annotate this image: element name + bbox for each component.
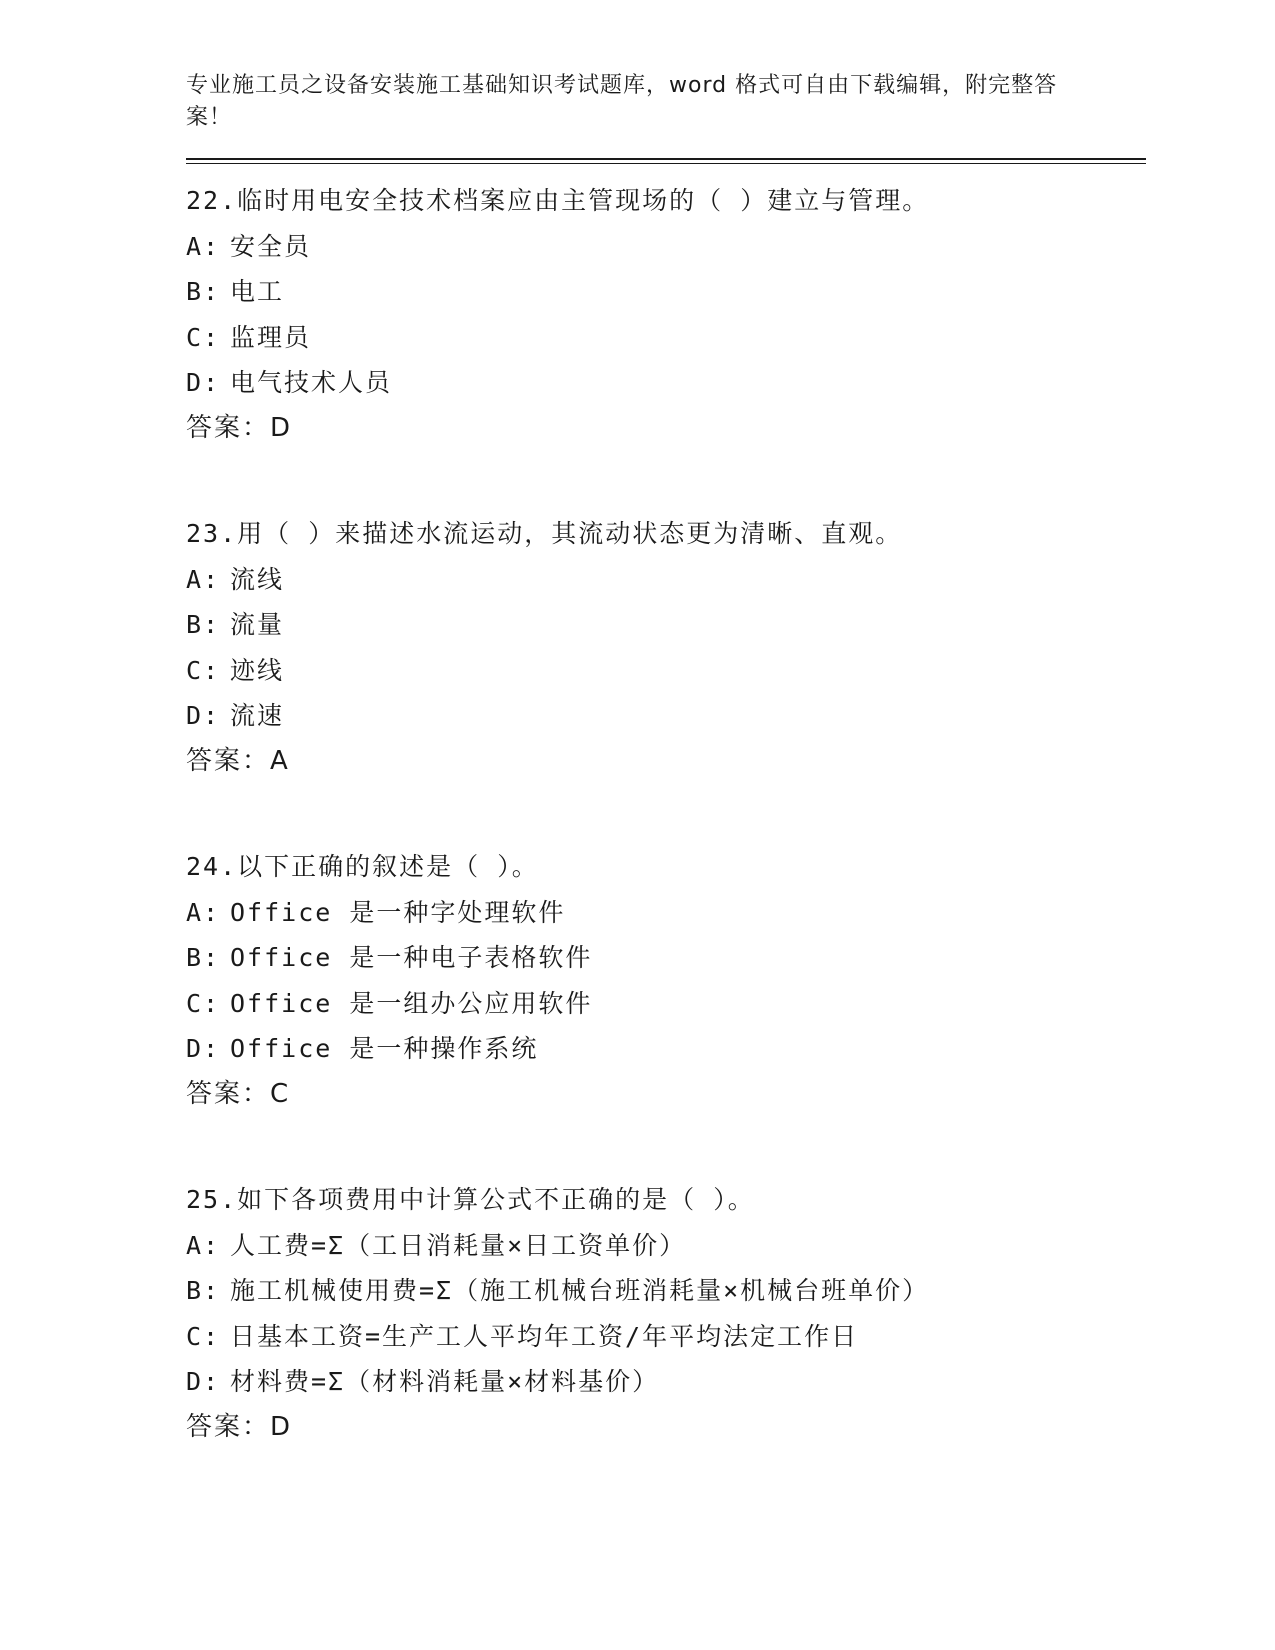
option-c (186, 1314, 1146, 1360)
option-text: Office 是一种字处理软件 (230, 897, 566, 927)
option-text: 日基本工资=生产工人平均年工资/年平均法定工作日 (230, 1321, 859, 1351)
question-title: 25.如下各项费用中计算公式不正确的是（ ）。 (186, 1185, 755, 1214)
option-letter: A: (186, 1230, 221, 1260)
option-d (186, 1359, 1146, 1405)
answer: 答案：D (186, 1411, 293, 1442)
option-text: 电工 (230, 277, 285, 306)
option-c (186, 981, 1146, 1027)
option-letter: A: (186, 231, 221, 261)
option-d (186, 693, 1146, 739)
option-a (186, 890, 1146, 936)
option-c (186, 315, 1146, 361)
option-text: 流线 (230, 564, 285, 594)
option-letter: C: (186, 655, 221, 685)
option-text: 监理员 (230, 322, 312, 352)
option-letter: B: (186, 277, 221, 306)
option-letter: D: (186, 368, 221, 397)
question-25 (186, 1177, 1146, 1450)
answer: 答案：A (186, 745, 290, 776)
option-b (186, 1268, 1146, 1314)
option-a (186, 1223, 1146, 1269)
option-b (186, 602, 1146, 648)
option-text: 材料费=Σ（材料消耗量×材料基价） (230, 1367, 660, 1396)
option-letter: D: (186, 701, 221, 730)
option-text: 迹线 (230, 655, 285, 685)
option-d (186, 360, 1146, 406)
option-letter: D: (186, 1367, 221, 1396)
option-letter: C: (186, 988, 221, 1018)
option-b (186, 269, 1146, 315)
option-a (186, 224, 1146, 270)
question-23 (186, 511, 1146, 784)
question-title: 24.以下正确的叙述是（ ）。 (186, 852, 539, 881)
answer: 答案：C (186, 1078, 291, 1109)
option-text: 流量 (230, 610, 285, 639)
option-c (186, 648, 1146, 694)
option-letter: C: (186, 1321, 221, 1351)
option-text: Office 是一种电子表格软件 (230, 943, 593, 972)
option-letter: D: (186, 1034, 221, 1063)
question-22 (186, 178, 1146, 451)
question-title: 23.用（ ）来描述水流运动，其流动状态更为清晰、直观。 (186, 519, 903, 548)
option-letter: C: (186, 322, 221, 352)
option-text: 电气技术人员 (230, 368, 393, 397)
option-letter: A: (186, 564, 221, 594)
option-text: 流速 (230, 701, 285, 730)
option-text: Office 是一种操作系统 (230, 1034, 539, 1063)
option-letter: A: (186, 897, 221, 927)
option-text: Office 是一组办公应用软件 (230, 988, 593, 1018)
option-text: 安全员 (230, 231, 312, 261)
option-b (186, 935, 1146, 981)
option-letter: B: (186, 943, 221, 972)
document-page (186, 70, 1146, 1450)
question-24 (186, 844, 1146, 1117)
header-divider (186, 158, 1146, 164)
option-text: 人工费=Σ（工日消耗量×日工资单价） (230, 1230, 687, 1260)
question-title: 22.临时用电安全技术档案应由主管现场的（ ）建立与管理。 (186, 186, 930, 215)
option-text: 施工机械使用费=Σ（施工机械台班消耗量×机械台班单价） (230, 1276, 930, 1305)
option-letter: B: (186, 610, 221, 639)
option-d (186, 1026, 1146, 1072)
document-header: 专业施工员之设备安装施工基础知识考试题库，word 格式可自由下载编辑，附完整答案！ (186, 73, 1058, 130)
option-letter: B: (186, 1276, 221, 1305)
option-a (186, 557, 1146, 603)
answer: 答案：D (186, 412, 293, 443)
